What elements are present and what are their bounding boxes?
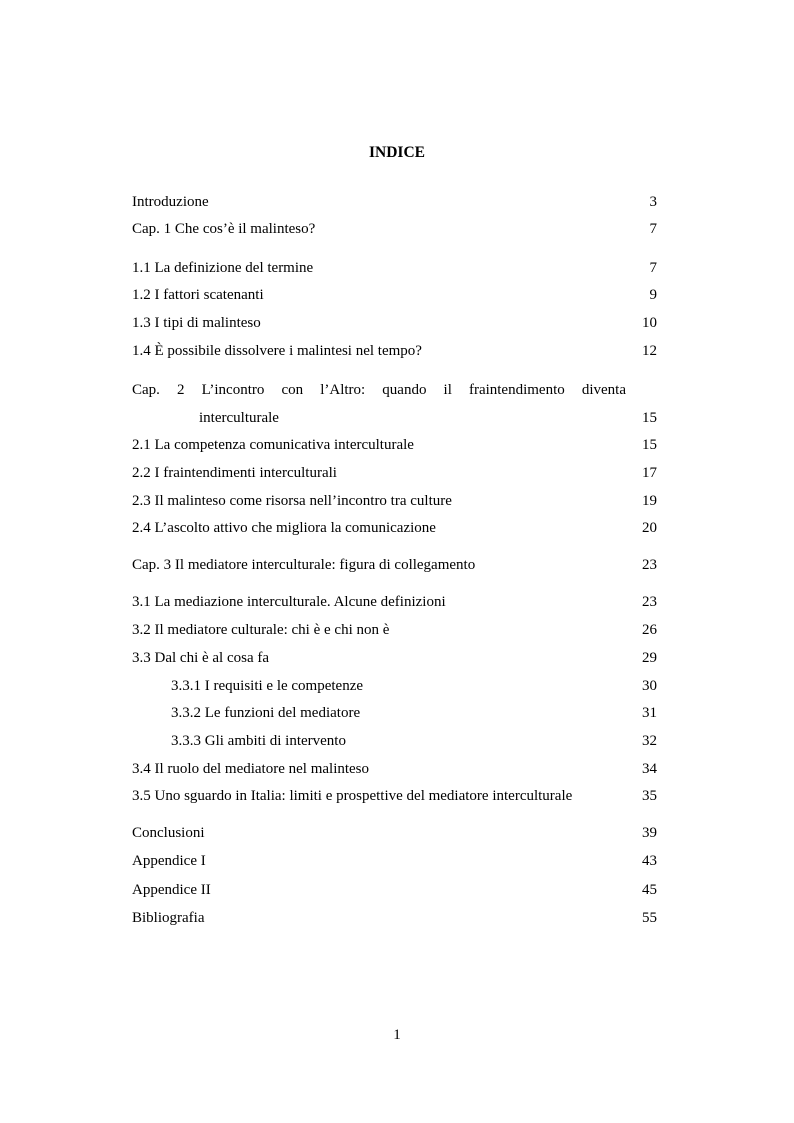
toc-entry-2-1[interactable] xyxy=(132,435,657,455)
toc-entry-bibliografia[interactable] xyxy=(132,908,657,928)
toc-entry-conclusioni[interactable] xyxy=(132,823,657,843)
toc-entry-label: Cap. 1 Che cos’è il malinteso? xyxy=(132,221,316,237)
toc-entry-3-3-3[interactable] xyxy=(171,731,657,751)
toc-entry-cap-2[interactable] xyxy=(199,408,657,428)
toc-entry-page: 20 xyxy=(642,520,657,536)
toc-entry-label: 2.1 La competenza comunicativa interculturale xyxy=(132,437,414,453)
toc-entry-label: Introduzione xyxy=(132,194,209,210)
toc-entry-label: interculturale xyxy=(199,410,279,426)
toc-entry-cap-1[interactable] xyxy=(132,219,657,239)
toc-entry-label: 3.4 Il ruolo del mediatore nel malinteso xyxy=(132,761,370,777)
toc-entry-page: 31 xyxy=(642,705,657,721)
toc-entry-cap-2-line-1[interactable]: Cap. 2 L’incontro con l’Altro: quando il fraintendimento diventa xyxy=(132,382,626,398)
toc-entry-page: 26 xyxy=(642,622,657,638)
toc-entry-1-3[interactable] xyxy=(132,313,657,333)
toc-entry-3-3-2[interactable] xyxy=(171,703,657,723)
toc-entry-label: 1.1 La definizione del termine xyxy=(132,260,314,276)
toc-entry-2-4[interactable] xyxy=(132,518,657,538)
toc-entry-appendice-2[interactable] xyxy=(132,880,657,900)
toc-entry-page: 29 xyxy=(642,650,657,666)
toc-entry-label: 3.3 Dal chi è al cosa fa xyxy=(132,650,270,666)
toc-entry-page: 39 xyxy=(642,825,657,841)
toc-entry-label: 3.5 Uno sguardo in Italia: limiti e prospettive del mediatore interculturale xyxy=(132,788,573,804)
toc-entry-page: 7 xyxy=(649,260,657,276)
toc-entry-3-3[interactable] xyxy=(132,648,657,668)
toc-entry-label: 1.3 I tipi di malinteso xyxy=(132,315,261,331)
toc-entry-3-2[interactable] xyxy=(132,620,657,640)
toc-entry-1-4[interactable] xyxy=(132,341,657,361)
toc-entry-label: 2.4 L’ascolto attivo che migliora la comunicazione xyxy=(132,520,436,536)
toc-entry-3-5[interactable] xyxy=(132,786,657,806)
toc-entry-2-3[interactable] xyxy=(132,491,657,511)
toc-entry-page: 15 xyxy=(642,437,657,453)
toc-entry-label: 3.3.1 I requisiti e le competenze xyxy=(171,678,364,694)
page-number: 1 xyxy=(393,1027,401,1043)
toc-entry-label: 3.3.2 Le funzioni del mediatore xyxy=(171,705,361,721)
toc-entry-page: 3 xyxy=(649,194,657,210)
toc-entry-1-2[interactable] xyxy=(132,285,657,305)
toc-entry-label: 2.3 Il malinteso come risorsa nell’incontro tra culture xyxy=(132,493,452,509)
toc-entry-label: 1.4 È possibile dissolvere i malintesi nel tempo? xyxy=(132,343,422,359)
toc-entry-cap-3[interactable] xyxy=(132,555,657,575)
page-title: INDICE xyxy=(369,144,425,161)
toc-entry-page: 7 xyxy=(649,221,657,237)
toc-entry-page: 9 xyxy=(649,287,657,303)
toc-entry-label: 2.2 I fraintendimenti interculturali xyxy=(132,465,337,481)
toc-entry-label: Appendice II xyxy=(132,882,211,898)
toc-entry-page: 15 xyxy=(642,410,657,426)
toc-entry-page: 17 xyxy=(642,465,657,481)
toc-entry-page: 23 xyxy=(642,594,657,610)
toc-entry-1-1[interactable] xyxy=(132,258,657,278)
toc-entry-label: Bibliografia xyxy=(132,910,205,926)
toc-entry-3-4[interactable] xyxy=(132,759,657,779)
toc-entry-page: 32 xyxy=(642,733,657,749)
toc-entry-label: Conclusioni xyxy=(132,825,205,841)
toc-entry-page: 23 xyxy=(642,557,657,573)
toc-entry-introduzione[interactable] xyxy=(132,192,657,212)
toc-entry-page: 12 xyxy=(642,343,657,359)
toc-entry-page: 34 xyxy=(642,761,657,777)
toc-entry-page: 55 xyxy=(642,910,657,926)
toc-entry-2-2[interactable] xyxy=(132,463,657,483)
toc-entry-page: 19 xyxy=(642,493,657,509)
toc-entry-label: 3.1 La mediazione interculturale. Alcune definizioni xyxy=(132,594,446,610)
toc-entry-3-3-1[interactable] xyxy=(171,676,657,696)
toc-entry-page: 30 xyxy=(642,678,657,694)
toc-entry-page: 10 xyxy=(642,315,657,331)
toc-entry-label: 1.2 I fattori scatenanti xyxy=(132,287,264,303)
toc-entry-label: 3.2 Il mediatore culturale: chi è e chi non è xyxy=(132,622,390,638)
toc-entry-label: Cap. 3 Il mediatore interculturale: figura di collegamento xyxy=(132,557,476,573)
toc-entry-3-1[interactable] xyxy=(132,592,657,612)
toc-entry-page: 43 xyxy=(642,853,657,869)
toc-entry-label: 3.3.3 Gli ambiti di intervento xyxy=(171,733,346,749)
toc-entry-page: 35 xyxy=(642,788,657,804)
toc-entry-page: 45 xyxy=(642,882,657,898)
toc-entry-label: Appendice I xyxy=(132,853,206,869)
toc-entry-appendice-1[interactable] xyxy=(132,851,657,871)
